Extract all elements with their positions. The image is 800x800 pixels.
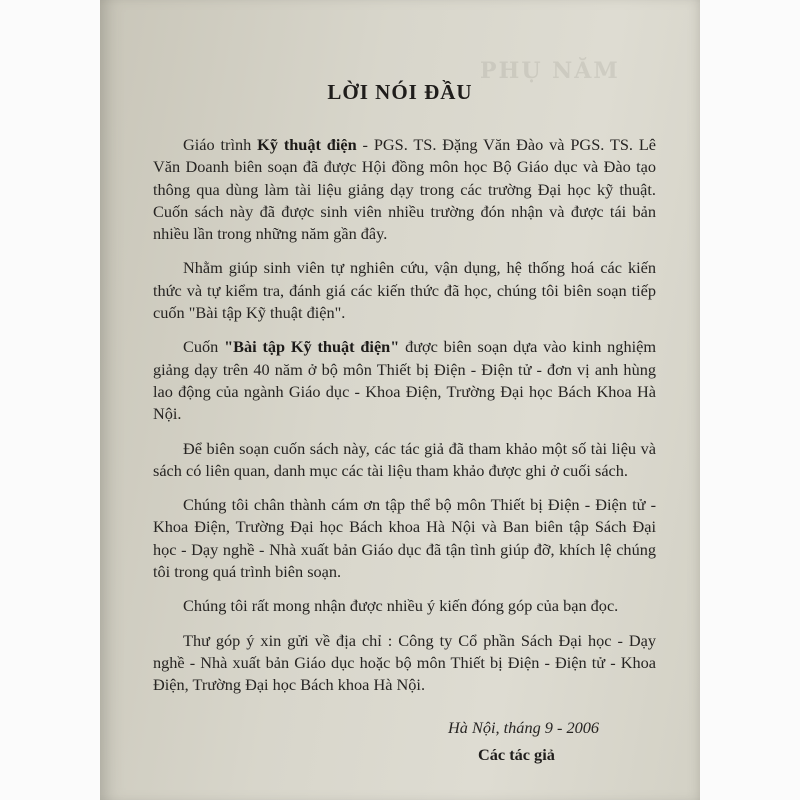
- preface-paragraph: [153, 257, 656, 324]
- bold-text: "Bài tập Kỹ thuật điện": [224, 337, 400, 357]
- paragraph-text: Chúng tôi chân thành cám ơn tập thể bộ môn Thiết bị Điện - Điện tử - Khoa Điện, Trường Đại học Bách khoa Hà Nội và Ban biên tập Sách Đại học - Dạy nghề - Nhà xuất bản Giáo dục đã tận tình giúp đỡ, khích lệ chúng tôi trong quá trình biên soạn.: [153, 495, 656, 582]
- book-page: [100, 0, 700, 800]
- paragraph-text: Chúng tôi rất mong nhận được nhiều ý kiến đóng góp của bạn đọc.: [183, 596, 619, 616]
- bleed-through-text: PHỤ NĂM: [480, 58, 620, 84]
- preface-paragraph: [153, 630, 656, 697]
- preface-paragraph: [153, 134, 656, 245]
- preface-body: [153, 134, 656, 709]
- paragraph-text: được biên soạn dựa vào kinh nghiệm giảng dạy trên 40 năm ở bộ môn Thiết bị Điện - Điện tử - đơn vị anh hùng lao động của ngành Giáo dục - Khoa Điện, Trường Đại học Bách Khoa Hà Nội.: [153, 337, 656, 424]
- bold-text: Kỹ thuật điện: [257, 135, 357, 154]
- preface-paragraph: [153, 336, 656, 425]
- preface-paragraph: [153, 438, 656, 483]
- paragraph-text: Thư góp ý xin gửi về địa chỉ : Công ty Cổ phần Sách Đại học - Dạy nghề - Nhà xuất bản Giáo dục hoặc bộ môn Thiết bị Điện - Điện tử - Khoa Điện, Trường Đại học Bách khoa Hà Nội.: [153, 630, 656, 695]
- paragraph-text: Để biên soạn cuốn sách này, các tác giả đã tham khảo một số tài liệu và sách có liên quan, danh mục các tài liệu tham khảo được ghi ở cuối sách.: [153, 438, 656, 480]
- paragraph-text: Nhằm giúp sinh viên tự nghiên cứu, vận dụng, hệ thống hoá các kiến thức và tự kiểm tra, đánh giá các kiến thức đã học, chúng tôi biên soạn tiếp cuốn "Bài tập Kỹ thuật điện".: [153, 258, 656, 323]
- paragraph-text: Giáo trình: [183, 135, 258, 154]
- paragraph-text: - PGS. TS. Đặng Văn Đào và PGS. TS. Lê Văn Doanh biên soạn đã được Hội đồng môn học Bộ Giáo dục và Đào tạo thông qua dùng làm tài liệu giảng dạy trong các trường Đại học kỹ thuật. Cuốn sách này đã được sinh viên nhiều trường đón nhận và được tái bản nhiều lần trong những năm gần đây.: [153, 135, 657, 244]
- signature-authors: Các tác giả: [478, 745, 555, 764]
- preface-paragraph: [153, 595, 656, 617]
- preface-paragraph: [153, 494, 656, 583]
- paragraph-text: Cuốn: [183, 337, 225, 357]
- signature-place-date: Hà Nội, tháng 9 - 2006: [448, 718, 600, 737]
- page-title: LỜI NÓI ĐẦU: [327, 80, 473, 104]
